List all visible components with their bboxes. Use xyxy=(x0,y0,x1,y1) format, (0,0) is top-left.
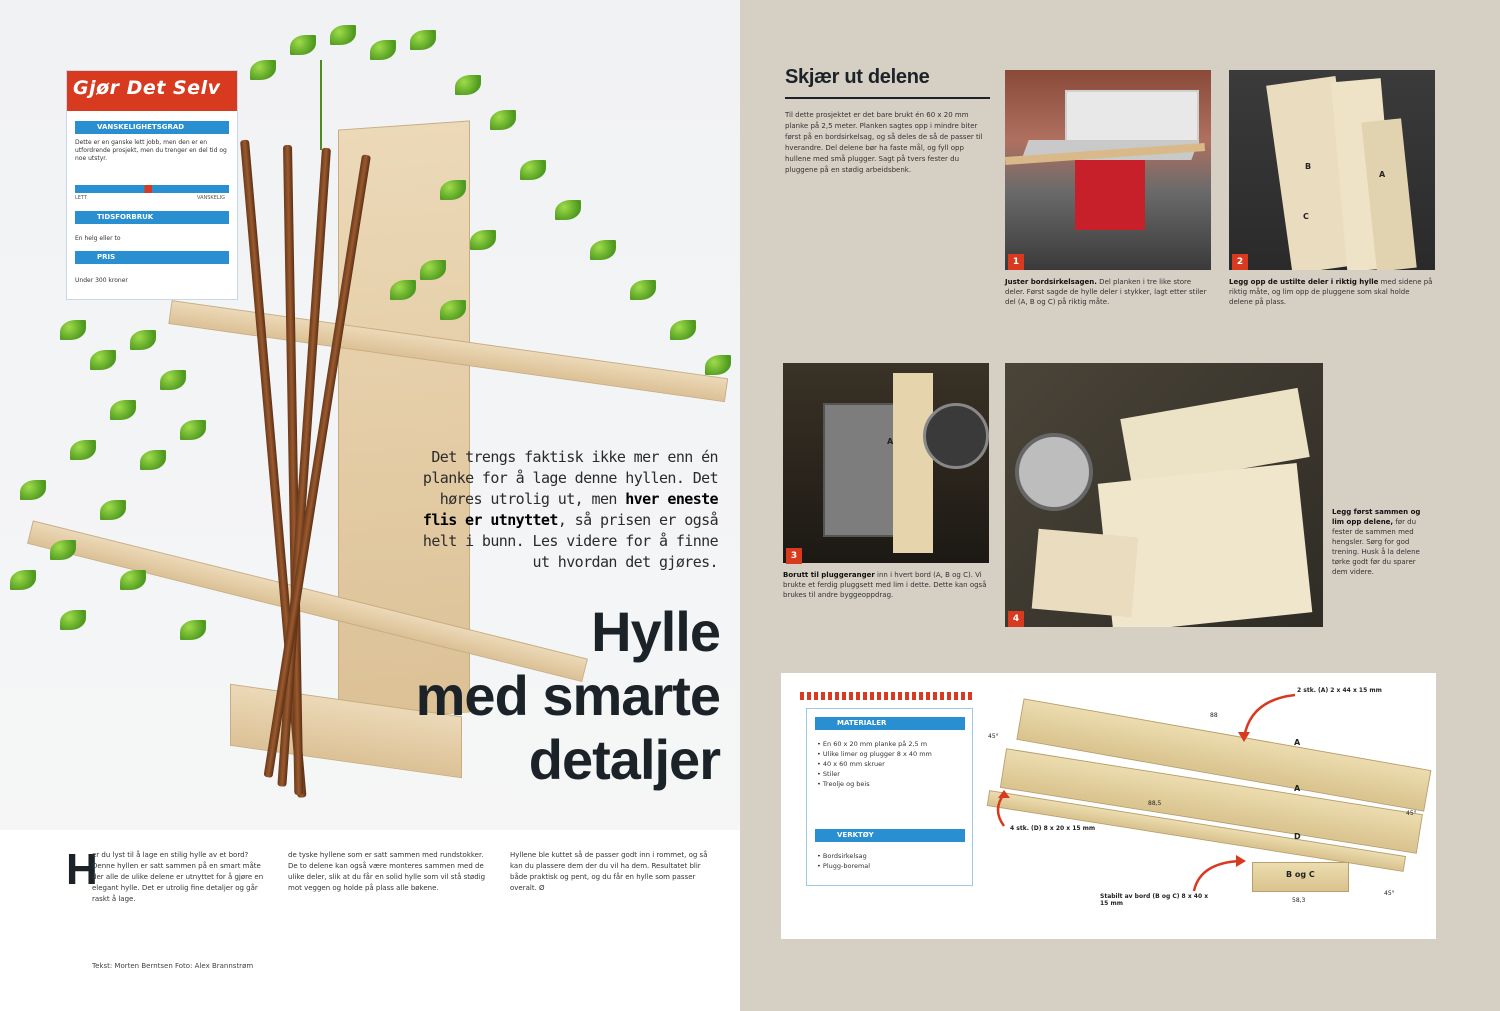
tool-item: • Plugg-boremal xyxy=(817,862,871,870)
label-b: B xyxy=(1305,162,1312,171)
label-a: A xyxy=(1379,170,1386,179)
material-item: • En 60 x 20 mm planke på 2,5 m xyxy=(817,740,928,748)
label-plank-bc: B og C xyxy=(1286,870,1315,879)
side-caption xyxy=(1332,507,1432,577)
leaf xyxy=(590,240,616,260)
leaf xyxy=(180,420,206,440)
leaf xyxy=(455,75,481,95)
leaf xyxy=(630,280,656,300)
saw-base xyxy=(1075,160,1145,230)
body-column-3: Hyllene ble kuttet så de passer godt inn i rommet, og så kan du plassere dem der du vil ha dem. Resultatet blir både praktisk og pent, og du får en hylle som passer overalt. Ø xyxy=(510,851,708,892)
leaf xyxy=(470,230,496,250)
board xyxy=(1032,529,1139,617)
step-number: 3 xyxy=(786,548,802,564)
materials-box xyxy=(806,708,973,886)
price-text: Under 300 kroner xyxy=(75,277,128,284)
leaf xyxy=(100,500,126,520)
fact-box-tab xyxy=(67,71,237,111)
difficulty-text: Dette er en ganske lett jobb, men den er en utfordrende prosjekt, men du trenger en del tid og noe utstyr. xyxy=(75,139,227,162)
intro-part1: Det trengs faktisk ikke mer enn én planke for å lage denne hyllen. Det høres utrolig ut, men xyxy=(422,448,718,508)
leaf xyxy=(555,200,581,220)
label-bc: Stabilt av bord (B og C) 8 x 40 x 15 mm xyxy=(1100,893,1209,907)
leaf xyxy=(60,610,86,630)
step-2-caption xyxy=(1229,277,1435,307)
leaf xyxy=(180,620,206,640)
price-heading: PRIS xyxy=(75,251,229,264)
leaf xyxy=(90,350,116,370)
leaf xyxy=(110,400,136,420)
leaf xyxy=(490,110,516,130)
step-3-text: inn i hvert bord (A, B og C). Vi brukte et ferdig pluggsett med lim i dette. Dette kan også brukes til andre byggeoppdrag. xyxy=(783,571,987,599)
left-page xyxy=(0,0,740,1011)
vine xyxy=(320,60,322,150)
step-2-text: med sidene på riktig måte, og lim opp de pluggene som skal holde delene på plass. xyxy=(1229,278,1433,306)
fact-box xyxy=(66,70,238,300)
scale-left-label: LETT xyxy=(75,195,87,201)
arrow-bc xyxy=(1190,855,1250,895)
intro-bold: hver eneste flis er utnyttet xyxy=(422,490,718,529)
materials-heading: MATERIALER xyxy=(815,717,965,730)
angle-1: 45° xyxy=(988,733,999,740)
difficulty-heading: VANSKELIGHETSGRAD xyxy=(75,121,229,134)
leaf xyxy=(60,320,86,340)
angle-3: 45° xyxy=(1384,890,1395,897)
leaf xyxy=(130,330,156,350)
arrow-d xyxy=(990,790,1020,830)
photo-table-saw xyxy=(1005,70,1211,270)
leaf xyxy=(370,40,396,60)
window xyxy=(1065,90,1199,144)
leaf xyxy=(50,540,76,560)
time-heading: TIDSFORBRUK xyxy=(75,211,229,224)
leaf xyxy=(10,570,36,590)
photo-drilling xyxy=(783,363,989,563)
step-1-text: Del planken i tre like store deler. Først sagde de hylle deler i stykker, lagt etter stiler del (A, B og C) på riktig måte. xyxy=(1005,278,1207,306)
label-c: C xyxy=(1303,212,1309,221)
intro-part2: , så prisen er også helt i bunn. Les videre for å finne ut hvordan det gjøres. xyxy=(422,511,718,571)
dim-bc: 58,3 xyxy=(1292,897,1306,904)
leaf xyxy=(250,60,276,80)
section-body: Til dette prosjektet er det bare brukt én 60 x 20 mm planke på 2,5 meter. Planken sagtes opp i mindre biter først på en bordsirkelsag, og så deles de så de passer til hverandre. Del delene bør ha faste mål, og fyll opp hullene med små plugger. Sagt på tvers fester du pluggene på en stødig arbeidsbenk. xyxy=(785,111,983,174)
material-item: • 40 x 60 mm skruer xyxy=(817,760,885,768)
step-1-bold: Juster bordsirkelsagen. xyxy=(1005,278,1097,286)
body-column-2: de tyske hyllene som er satt sammen med rundstokker. De to delene kan også være monteres sammen med de ulike deler, slik at du får en solid hylle som vil stå stødig mot veggen og holde på plass alle bøkene. xyxy=(288,851,486,892)
drop-cap: H xyxy=(66,845,98,894)
time-text: En helg eller to xyxy=(75,235,121,242)
sander xyxy=(1015,433,1093,511)
leaf xyxy=(520,160,546,180)
section-rule xyxy=(785,97,990,99)
leaf xyxy=(290,35,316,55)
step-2-bold: Legg opp de ustilte deler i riktig hylle xyxy=(1229,278,1379,286)
leaf xyxy=(20,480,46,500)
title-line-3: detaljer xyxy=(528,728,720,791)
tools-list xyxy=(817,851,967,871)
label-planks-a: 2 stk. (A) 2 x 44 x 15 mm xyxy=(1297,687,1382,694)
label-plank-a1: A xyxy=(1294,738,1301,747)
dim-mid: 88,5 xyxy=(1148,800,1162,807)
body-column-1: er du lyst til å lage en stilig hylle av et bord? Denne hyllen er satt sammen på en smart måte der alle de ulike delene er utnyttet for å gjøre en elegant hylle. Det er utrolig fine detaljer og går raskt å lage. xyxy=(92,851,264,903)
board xyxy=(893,373,933,553)
leaf xyxy=(330,25,356,45)
article-title xyxy=(370,600,720,792)
leaf xyxy=(160,370,186,390)
photo-layout xyxy=(1229,70,1435,270)
step-3-bold: Borutt til pluggeranger xyxy=(783,571,875,579)
section-title: Skjær ut delene xyxy=(785,66,930,88)
step-number: 4 xyxy=(1008,611,1024,627)
label-plank-a2: A xyxy=(1294,784,1301,793)
material-item: • Treolje og beis xyxy=(817,780,870,788)
materials-list xyxy=(817,739,967,789)
label-plank-d: D xyxy=(1294,832,1301,841)
angle-2: 45° xyxy=(1406,810,1417,817)
arrow-a xyxy=(1230,690,1300,750)
saw-blade xyxy=(923,403,989,469)
perforated-strip xyxy=(800,692,972,700)
photo-pieces xyxy=(1005,363,1323,627)
dim-top: 88 xyxy=(1210,712,1218,719)
material-item: • Ulike limer og plugger 8 x 40 mm xyxy=(817,750,932,758)
label-d: 4 stk. (D) 8 x 20 x 15 mm xyxy=(1010,825,1096,832)
tool-item: • Bordsirkelsag xyxy=(817,852,867,860)
difficulty-scale xyxy=(75,185,229,193)
leaf xyxy=(410,30,436,50)
title-line-1: Hylle xyxy=(591,600,720,663)
leaf xyxy=(140,450,166,470)
leaf xyxy=(705,355,731,375)
label-a: A xyxy=(887,437,894,446)
leaf xyxy=(670,320,696,340)
leaf xyxy=(120,570,146,590)
photo-credit: Tekst: Morten Berntsen Foto: Alex Brannstrøm xyxy=(92,962,254,970)
fact-box-tab-label: Gjør Det Selv xyxy=(73,77,221,99)
title-line-2: med smarte xyxy=(415,664,720,727)
intro-text xyxy=(418,447,718,573)
step-3-caption xyxy=(783,570,989,600)
tools-heading: VERKTØY xyxy=(815,829,965,842)
side-caption-bold: Legg først sammen og lim opp delene, xyxy=(1332,508,1421,526)
leaf xyxy=(70,440,96,460)
step-number: 1 xyxy=(1008,254,1024,270)
step-1-caption xyxy=(1005,277,1211,307)
step-number: 2 xyxy=(1232,254,1248,270)
side-caption-text: før du fester de sammen med hengsler. Sørg for god trening. Husk å la delene tørke godt før du sparer dem videre. xyxy=(1332,518,1420,576)
material-item: • Stiler xyxy=(817,770,840,778)
scale-right-label: VANSKELIG xyxy=(197,195,226,201)
